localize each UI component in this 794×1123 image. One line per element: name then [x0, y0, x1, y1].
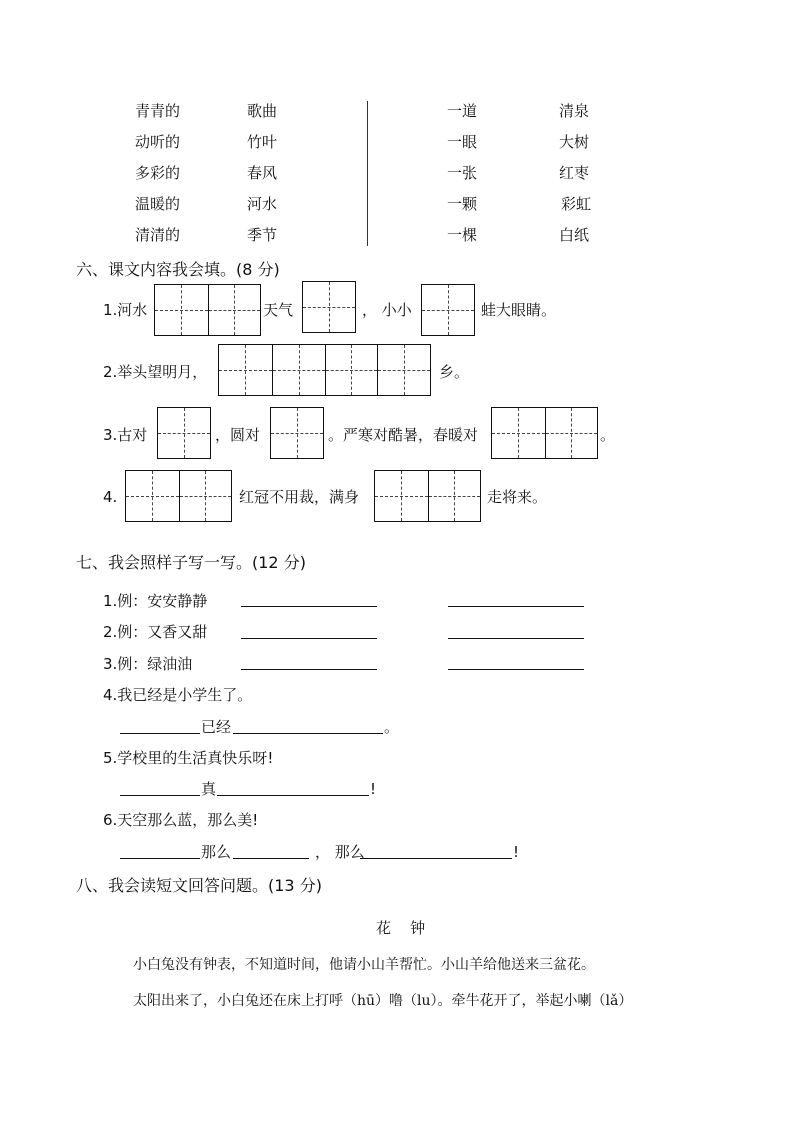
answer-line[interactable] — [217, 795, 369, 796]
match-left-word: 河水 — [247, 195, 278, 213]
match-left-word: 季节 — [247, 226, 278, 244]
answer-grid[interactable] — [270, 407, 324, 459]
q7-6-mid: 那么 — [201, 843, 232, 861]
match-right-word: 清泉 — [559, 102, 590, 120]
match-right-word: 白纸 — [559, 226, 590, 244]
q7-4-prompt: 4.我已经是小学生了。 — [103, 686, 253, 704]
q7-6-end: ! — [513, 843, 520, 861]
q7-5-mid: 真 — [201, 780, 217, 798]
match-divider — [367, 101, 368, 246]
q6-4-text: 4. — [103, 488, 118, 506]
match-right-word: 红枣 — [559, 164, 590, 182]
answer-line[interactable] — [241, 638, 377, 639]
match-left-word: 清清的 — [135, 226, 181, 244]
match-left-word: 春风 — [247, 164, 278, 182]
q6-1-text: 蛙大眼睛。 — [481, 301, 557, 319]
answer-grid[interactable] — [218, 344, 431, 396]
match-right-word: 一颗 — [447, 195, 478, 213]
q7-example: 2.例：又香又甜 — [103, 623, 208, 641]
answer-grid[interactable] — [491, 407, 598, 459]
story-paragraph: 小白兔没有钟表，不知道时间，他请小山羊帮忙。小山羊给他送来三盆花。 — [133, 957, 595, 973]
q6-2-text: 乡。 — [439, 363, 470, 381]
answer-grid[interactable] — [154, 284, 261, 336]
answer-line[interactable] — [448, 669, 584, 670]
match-right-word: 一张 — [447, 164, 478, 182]
q7-4-mid: 已经 — [201, 718, 232, 736]
answer-line[interactable] — [360, 858, 512, 859]
answer-line[interactable] — [233, 733, 383, 734]
match-left-word: 温暖的 — [135, 195, 181, 213]
answer-line[interactable] — [241, 606, 377, 607]
q7-6-mid: ， 那么 — [315, 843, 365, 861]
match-left-word: 歌曲 — [247, 102, 278, 120]
section-7-title: 七、我会照样子写一写。(12 分) — [76, 553, 306, 572]
match-right-word: 一道 — [447, 102, 478, 120]
q6-4-text: 红冠不用裁，满身 — [239, 488, 360, 506]
answer-line[interactable] — [448, 606, 584, 607]
match-right-word: 大树 — [559, 133, 590, 151]
answer-line[interactable] — [120, 858, 200, 859]
match-right-word: 彩虹 — [561, 195, 592, 213]
match-right-word: 一眼 — [447, 133, 478, 151]
q6-3-text: ，圆对 — [215, 426, 261, 444]
answer-grid[interactable] — [421, 284, 475, 336]
q7-example: 3.例：绿油油 — [103, 655, 193, 673]
answer-grid[interactable] — [302, 281, 356, 333]
answer-line[interactable] — [120, 733, 200, 734]
q6-4-text: 走将来。 — [487, 488, 548, 506]
q6-1-text: 1.河水 — [103, 301, 148, 319]
match-left-word: 竹叶 — [247, 133, 278, 151]
answer-line[interactable] — [241, 669, 377, 670]
q6-1-text: 天气 — [263, 301, 294, 319]
q6-3-text: 。 — [600, 426, 616, 444]
match-left-word: 多彩的 — [135, 164, 181, 182]
answer-grid[interactable] — [157, 407, 211, 459]
q7-5-prompt: 5.学校里的生活真快乐呀! — [103, 749, 274, 767]
answer-line[interactable] — [233, 858, 309, 859]
section-8-title: 八、我会读短文回答问题。(13 分) — [76, 876, 322, 895]
match-left-word: 动听的 — [135, 133, 181, 151]
answer-line[interactable] — [448, 638, 584, 639]
answer-line[interactable] — [120, 795, 200, 796]
q6-1-text: ， 小小 — [362, 301, 412, 319]
q7-6-prompt: 6.天空那么蓝，那么美! — [103, 811, 259, 829]
q6-3-text: 3.古对 — [103, 426, 148, 444]
q6-3-text: 。严寒对酷暑，春暖对 — [328, 426, 479, 444]
q6-2-text: 2.举头望明月， — [103, 363, 208, 381]
answer-grid[interactable] — [125, 470, 232, 522]
match-left-word: 青青的 — [135, 102, 181, 120]
match-right-word: 一棵 — [447, 226, 478, 244]
section-6-title: 六、课文内容我会填。(8 分) — [76, 260, 280, 279]
q7-example: 1.例：安安静静 — [103, 592, 208, 610]
story-paragraph: 太阳出来了，小白兔还在床上打呼（hū）噜（lu）。牵牛花开了，举起小喇（lǎ） — [133, 993, 633, 1009]
answer-grid[interactable] — [374, 470, 481, 522]
q7-4-end: 。 — [384, 718, 400, 736]
story-title: 花 钟 — [376, 919, 426, 937]
q7-5-end: ! — [370, 780, 377, 798]
